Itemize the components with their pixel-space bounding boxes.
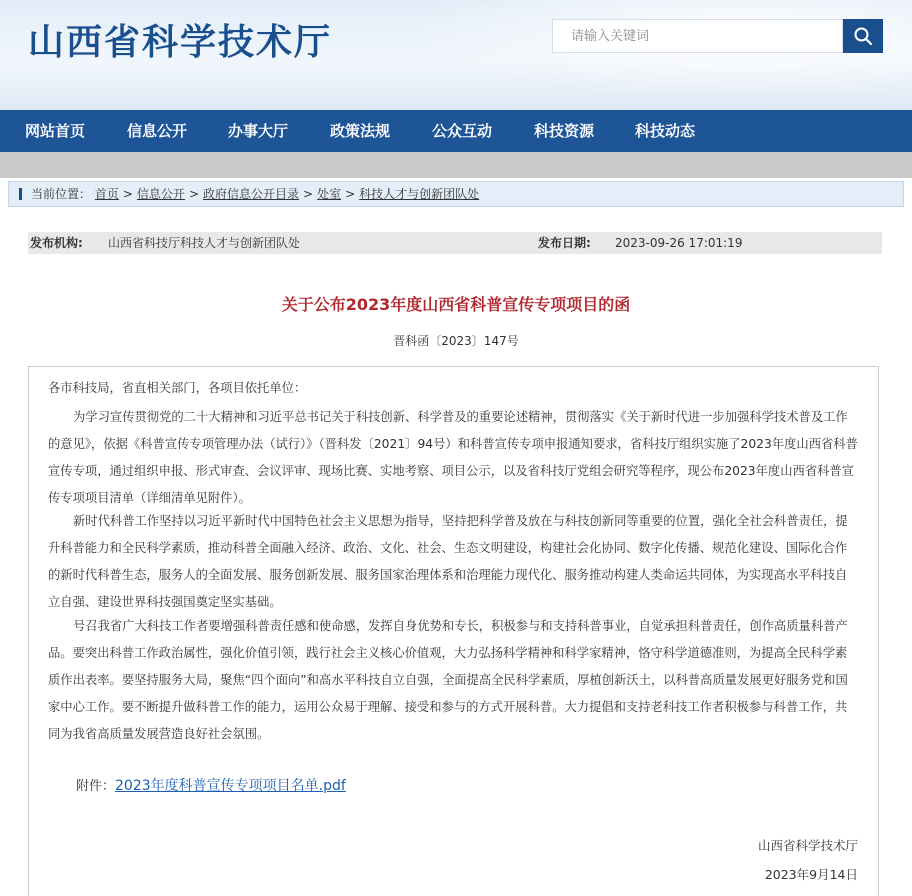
publish-date-value: 2023-09-26 17:01:19 xyxy=(615,236,743,250)
breadcrumb-separator: > xyxy=(122,187,133,201)
search-button[interactable] xyxy=(843,19,883,53)
search-icon xyxy=(853,26,873,46)
publish-date-label: 发布日期: xyxy=(538,236,591,250)
document-paragraph-1: 为学习宣传贯彻党的二十大精神和习近平总书记关于科技创新、科学普及的重要论述精神，贯彻落实《关于新时代进一步加强科学技术普及工作的意见》，依据《科普宣传专项管理办法（试行）》（晋科发〔2021〕94号）和科普宣传专项申报通知要求，省科技厅组织实施了2023年度山西省科普宣传专项，通过组织申报、形式审查、会议评审、现场比赛、实地考察、项目公示，以及省科技厅党组会研究等程序，现公布2023年度山西省科普宣传专项项目清单（详细清单见附件）。 xyxy=(48,410,858,505)
document-paragraph-3: 号召我省广大科技工作者要增强科普责任感和使命感，发挥自身优势和专长，积极参与和支持科普事业，自觉承担科普责任，创作高质量科普产品。要突出科普工作政治属性，强化价值引领，践行社会主义核心价值观，大力弘扬科学精神和科学家精神，恪守科学道德准则，为提高全民科学素质作出表率。要坚持服务大局，聚焦“四个面向”和高水平科技自立自强，全面提高全民科学素质，厚植创新沃土，以科普高质量发展更好服务党和国家中心工作。要不断提升做科普工作的能力，运用公众易于理解、接受和参与的方式开展科普。大力提倡和支持老科技工作者积极参与科普工作，共同为我省高质量发展营造良好社会氛围。 xyxy=(48,619,848,741)
publisher-value: 山西省科技厅科技人才与创新团队处 xyxy=(108,236,301,250)
signature-org: 山西省科学技术厅 xyxy=(757,838,858,853)
breadcrumb-info-disclosure[interactable]: 信息公开 xyxy=(136,187,185,201)
publisher-label: 发布机构: xyxy=(30,236,83,250)
search-input[interactable] xyxy=(552,19,843,53)
document-meta-bar xyxy=(28,232,882,254)
nav-item-info-disclosure[interactable]: 信息公开 xyxy=(127,122,188,140)
breadcrumb-separator: > xyxy=(303,187,314,201)
document-salutation: 各市科技局，省直相关部门，各项目依托单位： xyxy=(48,381,307,395)
nav-item-tech-news[interactable]: 科技动态 xyxy=(635,122,696,140)
site-header xyxy=(0,0,912,110)
document-title: 关于公布2023年度山西省科普宣传专项项目的函 xyxy=(281,295,631,314)
breadcrumb-label: 当前位置： xyxy=(31,187,92,201)
nav-item-home[interactable]: 网站首页 xyxy=(25,122,86,140)
breadcrumb-separator: > xyxy=(188,187,199,201)
attachment-label: 附件： xyxy=(76,779,116,794)
breadcrumb xyxy=(8,181,904,207)
nav-bottom-strip xyxy=(0,152,912,178)
attachment-link[interactable]: 2023年度科普宣传专项项目名单.pdf xyxy=(115,778,346,794)
nav-item-policies[interactable]: 政策法规 xyxy=(330,122,391,140)
attachment-line xyxy=(76,775,346,798)
header-background-decoration xyxy=(352,0,912,110)
signature-date: 2023年9月14日 xyxy=(764,867,858,882)
breadcrumb-catalog[interactable]: 政府信息公开目录 xyxy=(203,187,300,201)
breadcrumb-marker xyxy=(19,188,22,200)
nav-item-tech-resources[interactable]: 科技资源 xyxy=(534,122,595,140)
document-paragraph-2: 新时代科普工作坚持以习近平新时代中国特色社会主义思想为指导，坚持把科学普及放在与科技创新同等重要的位置，强化全社会科普责任，提升科普能力和全民科学素质，推动科普全面融入经济、政治、文化、社会、生态文明建设，构建社会化协同、数字化传播、规范化建设、国际化合作的新时代科普生态，服务人的全面发展、服务创新发展、服务国家治理体系和治理能力现代化、服务推动构建人类命运共同体，为实现高水平科技自立自强、建设世界科技强国奠定坚实基础。 xyxy=(48,514,848,609)
nav-item-public-interaction[interactable]: 公众互动 xyxy=(432,122,493,140)
nav-item-service-hall[interactable]: 办事大厅 xyxy=(228,122,289,140)
main-nav xyxy=(0,110,912,152)
breadcrumb-separator: > xyxy=(345,187,356,201)
breadcrumb-current-department[interactable]: 科技人才与创新团队处 xyxy=(359,187,480,201)
breadcrumb-departments[interactable]: 处室 xyxy=(317,187,342,201)
breadcrumb-home[interactable]: 首页 xyxy=(94,187,119,201)
document-number: 晋科函〔2023〕147号 xyxy=(393,334,519,348)
site-title[interactable]: 山西省科学技术厅 xyxy=(28,22,333,63)
